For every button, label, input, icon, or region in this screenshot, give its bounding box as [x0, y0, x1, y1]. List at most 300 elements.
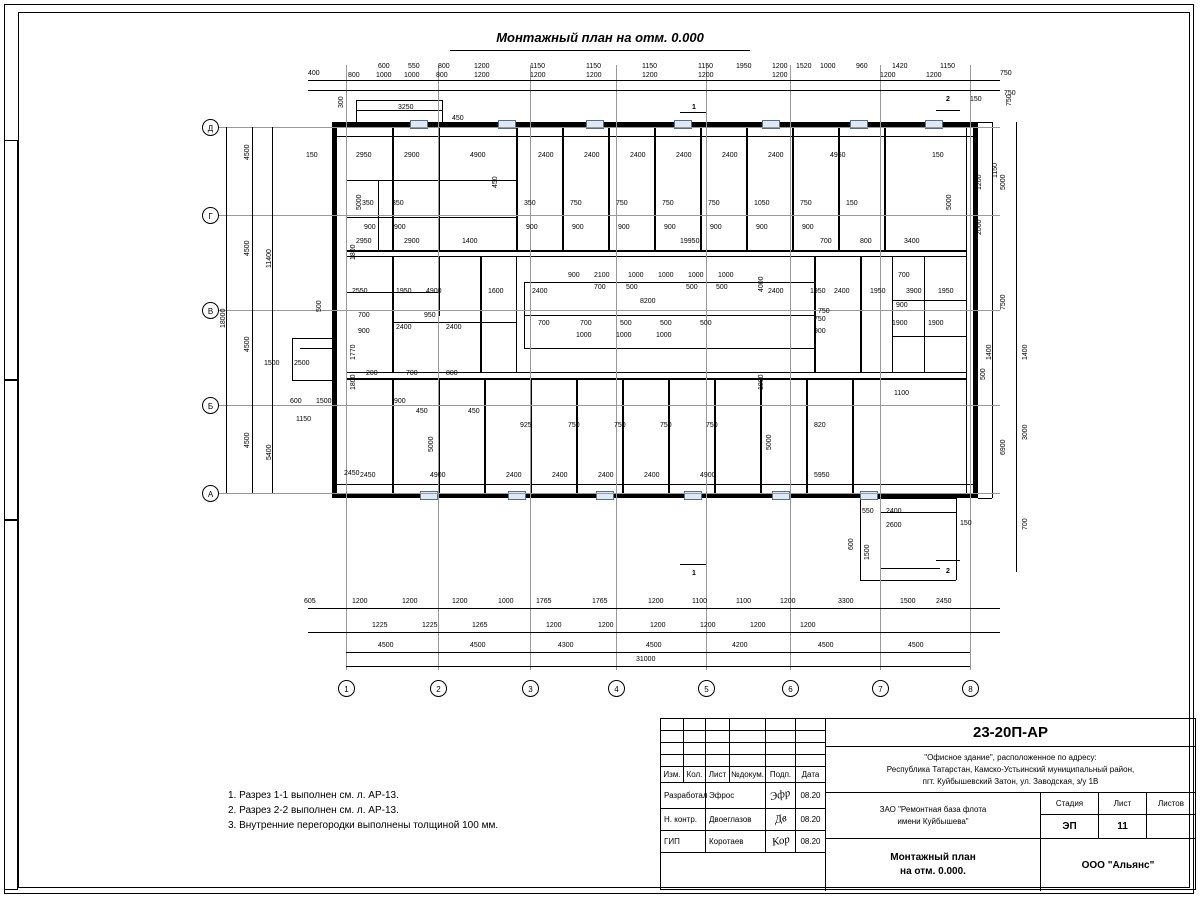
axis-bubble-8: 8	[962, 680, 979, 697]
dim-inner-1150: 1150	[296, 416, 312, 423]
dim-inner-1950d: 1950	[938, 288, 954, 295]
dim-inner-600b: 600	[848, 538, 855, 550]
sheets-value	[1147, 815, 1195, 839]
dim-inner-3400: 3400	[904, 238, 920, 245]
partition-bot-5	[576, 380, 578, 493]
axis-line-A	[210, 493, 1000, 494]
dim-inner-150: 150	[306, 152, 318, 159]
stamp-header-ndokum: №докум.	[730, 767, 766, 783]
stamp-sign-gip	[766, 831, 796, 853]
dim-inner-2400o: 2400	[644, 472, 660, 479]
signature-ncontr: Дв	[773, 811, 788, 827]
general-notes	[228, 788, 498, 833]
axis-line-5	[706, 65, 707, 670]
dim-inner-700g: 700	[406, 370, 418, 377]
dim-inner-950: 950	[424, 312, 436, 319]
axis-line-4	[616, 65, 617, 670]
annex-inner-h2	[880, 568, 940, 569]
dim-inner-1770: 1770	[350, 344, 357, 360]
dim-bot-1200e: 1200	[780, 598, 796, 605]
dim-inner-1000a: 1000	[628, 272, 644, 279]
axis-line-6	[790, 65, 791, 670]
dim-inner-900d: 900	[572, 224, 584, 231]
dim-inner-2950b: 2950	[356, 238, 372, 245]
dim-top-1150d: 1150	[698, 63, 714, 70]
dim-top2-1200d: 1200	[642, 72, 658, 79]
dim-bot3-4300: 4300	[558, 642, 574, 649]
dim-inner-1000c: 1000	[688, 272, 704, 279]
dim-inner-750g: 750	[814, 316, 826, 323]
drawing-title-line-1: Монтажный план	[890, 852, 976, 863]
dim-top2-1200c: 1200	[586, 72, 602, 79]
customer-line-2: имени Куйбышева"	[897, 816, 969, 826]
dim-inner-2400h: 2400	[768, 288, 784, 295]
rev-grid-r2c4	[730, 731, 766, 743]
dim-top2-1200b: 1200	[530, 72, 546, 79]
dim-top2-800: 800	[348, 72, 360, 79]
partition-mid-r4	[924, 256, 925, 372]
dim-inner-900e: 900	[618, 224, 630, 231]
porch-left	[356, 100, 357, 122]
dim-inner-1000e: 1000	[576, 332, 592, 339]
dim-inner-1800: 1800	[350, 244, 357, 260]
dim-inner-750j: 750	[660, 422, 672, 429]
dim-inner-1950a: 1950	[396, 288, 412, 295]
dim-inner-700b: 700	[594, 284, 606, 291]
stamp-sign-developer	[766, 783, 796, 809]
dim-bot-1200c: 1200	[452, 598, 468, 605]
partition-mid-r3	[892, 256, 893, 372]
rev-grid-r4c6	[796, 755, 826, 767]
dim-top2-1200h: 1200	[926, 72, 942, 79]
rev-grid-r2c5	[766, 731, 796, 743]
dim-inner-200: 200	[366, 370, 378, 377]
annex-right	[956, 498, 957, 580]
dim-top2-800b: 800	[436, 72, 448, 79]
dim-inner-900b: 900	[394, 224, 406, 231]
project-code: 23-20П-АР	[826, 719, 1195, 747]
axis-line-8	[970, 65, 971, 670]
rev-grid-r3c2	[684, 743, 706, 755]
dim-bot-1100a: 1100	[692, 598, 708, 605]
room-div-mid-r-h3	[892, 336, 966, 337]
dim-inner-5950: 5950	[814, 472, 830, 479]
dim-top-1150a: 1150	[530, 63, 546, 70]
partition-top-9	[792, 127, 794, 251]
dim-inner-150b: 150	[932, 152, 944, 159]
partition-bot-9	[760, 380, 762, 493]
rev-grid-r1c1	[661, 719, 684, 731]
dim-inner-900f: 900	[664, 224, 676, 231]
dim-inner-1200: 1200	[976, 174, 983, 190]
dim-top2-1200e: 1200	[698, 72, 714, 79]
object-line-1: "Офисное здание", расположенное по адресу:	[924, 752, 1097, 762]
partition-top-5	[608, 127, 610, 251]
stamp-date-ncontr: 08.20	[796, 809, 826, 831]
partition-top-3	[516, 127, 518, 251]
axis-line-7	[880, 65, 881, 670]
stamp-date-gip: 08.20	[796, 831, 826, 853]
dim-inner-750h: 750	[568, 422, 580, 429]
left-fold-mark-1	[4, 140, 18, 380]
dim-inner-1500c: 1500	[864, 544, 871, 560]
axis-bubble-1: 1	[338, 680, 355, 697]
dim-bot2-1200f: 1200	[800, 622, 816, 629]
dim-inner-1950c: 1950	[870, 288, 886, 295]
dim-inner-500f: 500	[700, 320, 712, 327]
stamp-header-list: Лист	[706, 767, 730, 783]
dim-inner-700e: 700	[538, 320, 550, 327]
dim-inner-450b: 450	[492, 176, 499, 188]
dim-inner-900g: 900	[710, 224, 722, 231]
sheet-value: 11	[1099, 815, 1147, 839]
object-description	[826, 747, 1195, 793]
rev-grid-r2c6	[796, 731, 826, 743]
dim-inner-2550: 2550	[352, 288, 368, 295]
dim-inner-2400g: 2400	[532, 288, 548, 295]
dim-left-4500c: 4500	[244, 336, 251, 352]
dim-inner-1150b: 1150	[992, 162, 999, 178]
stamp-role-ncontr: Н. контр.	[661, 809, 706, 831]
porch-right	[442, 100, 443, 122]
room-div-mid-h2	[394, 322, 516, 323]
dim-inner-4950: 4950	[830, 152, 846, 159]
dim-inner-1000f: 1000	[616, 332, 632, 339]
dim-inner-750k: 750	[706, 422, 718, 429]
stamp-header-podp: Подп.	[766, 767, 796, 783]
dim-inner-2400f: 2400	[768, 152, 784, 159]
section-mark-2-top: 2	[946, 96, 950, 103]
axis-line-2	[438, 65, 439, 670]
left-annex-step	[300, 348, 336, 349]
dim-left-11400: 11400	[266, 249, 273, 268]
dim-inner-500b: 500	[686, 284, 698, 291]
dim-bot-2450: 2450	[936, 598, 952, 605]
dim-right-3000: 3000	[1022, 424, 1029, 440]
object-line-2: Республика Татарстан, Камско-Устьинский муниципальный район,	[886, 764, 1135, 774]
dim-top-550: 550	[408, 63, 420, 70]
dim-right-1400: 1400	[1022, 344, 1029, 360]
dim-inner-2450b: 2450	[360, 472, 376, 479]
rev-grid-r2c2	[684, 731, 706, 743]
partition-top-7	[700, 127, 702, 251]
axis-bubble-D: Д	[202, 119, 219, 136]
partition-mid-r1	[814, 256, 816, 372]
dim-bot-1100b: 1100	[736, 598, 752, 605]
sheets-header: Листов	[1147, 793, 1195, 815]
dim-left-4500d: 4500	[244, 432, 251, 448]
section-line-2-top	[936, 110, 960, 111]
dim-top2-1200a: 1200	[474, 72, 490, 79]
left-annex-top	[292, 338, 336, 339]
dim-inner-900k: 900	[896, 302, 908, 309]
dim-bot-605: 605	[304, 598, 316, 605]
dim-inner-450: 450	[452, 115, 464, 122]
dim-bot2-1225a: 1225	[372, 622, 388, 629]
dim-bot2-1200c: 1200	[650, 622, 666, 629]
dim-inner-2400d: 2400	[676, 152, 692, 159]
rev-grid-r4c4	[730, 755, 766, 767]
stage-header: Стадия	[1041, 793, 1099, 815]
title-block	[660, 718, 1196, 890]
rev-grid-r1c4	[730, 719, 766, 731]
dim-bot2-1200e: 1200	[750, 622, 766, 629]
dim-inner-4900c: 4900	[430, 472, 446, 479]
dim-inner-900n: 900	[394, 398, 406, 405]
axis-bubble-G: Г	[202, 207, 219, 224]
dim-inner-900l: 900	[358, 328, 370, 335]
dim-inner-3250: 3250	[398, 104, 414, 111]
dim-bot-total-31000: 31000	[636, 656, 656, 663]
section-line-1-top	[680, 112, 706, 113]
section-mark-1-top: 1	[692, 104, 696, 111]
axis-bubble-V: В	[202, 302, 219, 319]
dim-inner-19950: 19950	[680, 238, 700, 245]
core-mid	[524, 315, 814, 316]
dim-inner-750b: 750	[616, 200, 628, 207]
object-line-3: пгт. Куйбышевский Затон, ул. Заводская, з/у 1В	[922, 776, 1099, 786]
dim-inner-900m: 900	[814, 328, 826, 335]
dim-top-1000: 1000	[820, 63, 836, 70]
floor-plan	[180, 60, 1060, 700]
stamp-role-developer: Разработал	[661, 783, 706, 809]
rev-grid-r4c5	[766, 755, 796, 767]
stamp-header-data: Дата	[796, 767, 826, 783]
dim-inner-4900d: 4900	[700, 472, 716, 479]
dim-inner-300: 300	[338, 96, 345, 108]
dim-inner-2400p: 2400	[886, 508, 902, 515]
dim-inner-500g: 500	[316, 300, 323, 312]
dim-bot2-1200a: 1200	[546, 622, 562, 629]
partition-top-11	[884, 127, 886, 251]
dim-inner-800: 800	[860, 238, 872, 245]
dim-bot-1765b: 1765	[592, 598, 608, 605]
rev-grid-r3c4	[730, 743, 766, 755]
dim-inner-900j: 900	[568, 272, 580, 279]
dim-top-1150b: 1150	[586, 63, 602, 70]
partition-mid-r2	[860, 256, 862, 372]
dim-inner-750f: 750	[818, 308, 830, 315]
dim-inner-5000c: 5000	[428, 436, 435, 452]
dim-bot-1500: 1500	[900, 598, 916, 605]
stamp-date-developer: 08.20	[796, 783, 826, 809]
axis-bubble-5: 5	[698, 680, 715, 697]
axis-bubble-3: 3	[522, 680, 539, 697]
dim-inner-2900b: 2900	[404, 238, 420, 245]
dim-bot2-1265: 1265	[472, 622, 488, 629]
dim-chain-bot-3	[346, 652, 970, 653]
axis-line-V	[210, 310, 1000, 311]
dim-bot3-4200: 4200	[732, 642, 748, 649]
dim-top-750: 750	[1000, 70, 1012, 77]
left-fold-mark-3	[4, 520, 18, 890]
dim-inner-900h: 900	[756, 224, 768, 231]
rev-grid-r1c6	[796, 719, 826, 731]
left-annex-bottom	[292, 380, 336, 381]
dim-inner-900i: 900	[802, 224, 814, 231]
dim-bot-1200d: 1200	[648, 598, 664, 605]
drawing-title	[826, 839, 1041, 891]
note-1: 1. Разрез 1-1 выполнен см. л. АР-13.	[228, 790, 399, 801]
dim-inner-450c: 450	[416, 408, 428, 415]
rev-grid-r3c5	[766, 743, 796, 755]
dim-bot-1200a: 1200	[352, 598, 368, 605]
dim-inner-350b: 350	[392, 200, 404, 207]
dim-inner-1400b: 1400	[986, 344, 993, 360]
dim-inner-1000b: 1000	[658, 272, 674, 279]
dim-right-700: 700	[1022, 518, 1029, 530]
dim-bot2-1200b: 1200	[598, 622, 614, 629]
dim-top2-1000b: 1000	[404, 72, 420, 79]
dim-inner-2400e: 2400	[722, 152, 738, 159]
dim-inner-700c: 700	[898, 272, 910, 279]
wall-corridor-lower-face	[346, 372, 966, 373]
stamp-blank-bottom-left	[661, 853, 826, 891]
partition-top-1	[392, 127, 394, 251]
dim-inner-2400j: 2400	[396, 324, 412, 331]
partition-top-8	[746, 127, 748, 251]
dim-inner-1100: 1100	[894, 390, 910, 397]
dim-right-6900: 6900	[1000, 439, 1007, 455]
dim-chain-top-1	[308, 80, 1000, 81]
dim-top2-1000a: 1000	[376, 72, 392, 79]
dim-inner-700f: 700	[580, 320, 592, 327]
dim-left-4500a: 4500	[244, 144, 251, 160]
dim-inner-700d: 700	[358, 312, 370, 319]
rev-grid-r1c5	[766, 719, 796, 731]
dim-inner-750i: 750	[614, 422, 626, 429]
dim-left-5400: 5400	[266, 444, 273, 460]
axis-line-G	[210, 215, 1000, 216]
dim-inner-2400c: 2400	[630, 152, 646, 159]
stamp-name-gip: Коротаев	[706, 831, 766, 853]
dim-inner-925: 925	[520, 422, 532, 429]
rev-grid-r4c3	[706, 755, 730, 767]
rev-grid-r1c2	[684, 719, 706, 731]
dim-inner-2400b: 2400	[584, 152, 600, 159]
note-2: 2. Разрез 2-2 выполнен см. л. АР-13.	[228, 805, 399, 816]
axis-bubble-2: 2	[430, 680, 447, 697]
dim-top-1200: 1200	[474, 63, 490, 70]
dim-right-750: 750	[1006, 94, 1013, 106]
axis-line-D	[210, 127, 1000, 128]
dim-inner-1950b: 1950	[810, 288, 826, 295]
dim-inner-2400a: 2400	[538, 152, 554, 159]
dim-inner-500h: 500	[980, 368, 987, 380]
dim-inner-900c: 900	[526, 224, 538, 231]
room-div-mid-r-h2	[892, 300, 966, 301]
dim-inner-600: 600	[290, 398, 302, 405]
partition-bot-6	[622, 380, 624, 493]
partition-top-6	[654, 127, 656, 251]
dim-chain-left-2	[272, 127, 273, 493]
dim-inner-1400: 1400	[462, 238, 478, 245]
stage-value: ЭП	[1041, 815, 1099, 839]
dim-inner-750c: 750	[662, 200, 674, 207]
dim-chain-top-2	[308, 90, 1000, 91]
dim-inner-800b: 800	[446, 370, 458, 377]
dim-top2-150: 150	[970, 96, 982, 103]
dim-bot-1765a: 1765	[536, 598, 552, 605]
dim-inner-500a: 500	[626, 284, 638, 291]
dim-inner-2400l: 2400	[506, 472, 522, 479]
signature-gip: Кор	[770, 833, 791, 849]
dim-inner-2450a: 2450	[344, 470, 360, 477]
dim-inner-750d: 750	[708, 200, 720, 207]
partition-mid-1	[392, 256, 394, 372]
dim-chain-bot-total	[346, 666, 970, 667]
dim-inner-2500: 2500	[294, 360, 310, 367]
partition-top-10	[838, 127, 840, 251]
dim-inner-1900b: 1900	[928, 320, 944, 327]
dim-right-7500: 7500	[1000, 294, 1007, 310]
dim-inner-750a: 750	[570, 200, 582, 207]
dim-inner-150d: 150	[960, 520, 972, 527]
partition-mid-3	[480, 256, 482, 372]
axis-bubble-6: 6	[782, 680, 799, 697]
dim-bot3-4500b: 4500	[470, 642, 486, 649]
dim-top-1150e: 1150	[940, 63, 956, 70]
dim-bot3-4500d: 4500	[818, 642, 834, 649]
dim-left-18000: 18000	[220, 308, 227, 328]
dim-inner-2950: 2950	[356, 152, 372, 159]
dim-top2-750: 750	[1004, 90, 1016, 97]
partition-mid-4	[516, 256, 517, 372]
note-3: 3. Внутренние перегородки выполнены толщиной 100 мм.	[228, 820, 499, 831]
rev-grid-r3c6	[796, 743, 826, 755]
dim-inner-1800b: 1800	[758, 374, 765, 390]
dim-top2-1200f: 1200	[772, 72, 788, 79]
porch-top	[356, 100, 442, 101]
rev-grid-r4c1	[661, 755, 684, 767]
dim-inner-4900b: 4900	[426, 288, 442, 295]
axis-bubble-A: А	[202, 485, 219, 502]
stamp-name-ncontr: Двоеглазов	[706, 809, 766, 831]
wall-outer-offset-right-top	[978, 122, 992, 123]
rev-grid-r2c3	[706, 731, 730, 743]
stamp-role-gip: ГИП	[661, 831, 706, 853]
dim-inner-1900a: 1900	[892, 320, 908, 327]
dim-inner-450d: 450	[468, 408, 480, 415]
dim-inner-1050: 1050	[754, 200, 770, 207]
dim-chain-right	[1016, 122, 1017, 572]
dim-top-1200b: 1200	[772, 63, 788, 70]
dim-inner-2900: 2900	[404, 152, 420, 159]
dim-inner-5000d: 5000	[766, 434, 773, 450]
dim-top-1420: 1420	[892, 63, 908, 70]
dim-inner-700a: 700	[820, 238, 832, 245]
dim-bot-3300: 3300	[838, 598, 854, 605]
dim-top2-1200g: 1200	[880, 72, 896, 79]
dim-top-400: 400	[308, 70, 320, 77]
dim-inner-150c: 150	[846, 200, 858, 207]
stamp-sign-ncontr	[766, 809, 796, 831]
dim-inner-820: 820	[814, 422, 826, 429]
sheet-header: Лист	[1099, 793, 1147, 815]
dim-inner-8200: 8200	[640, 298, 656, 305]
left-annex-left	[292, 338, 293, 380]
dim-inner-350a: 350	[362, 200, 374, 207]
drawing-title-line-2: на отм. 0.000.	[900, 866, 966, 877]
axis-bubble-B: Б	[202, 397, 219, 414]
dim-inner-350c: 350	[524, 200, 536, 207]
signature-developer: Эфр	[769, 787, 792, 804]
dim-bot2-1200d: 1200	[700, 622, 716, 629]
partition-top-4	[562, 127, 564, 251]
rev-grid-r2c1	[661, 731, 684, 743]
axis-line-1	[346, 65, 347, 670]
page-title: Монтажный план на отм. 0.000	[496, 30, 704, 45]
